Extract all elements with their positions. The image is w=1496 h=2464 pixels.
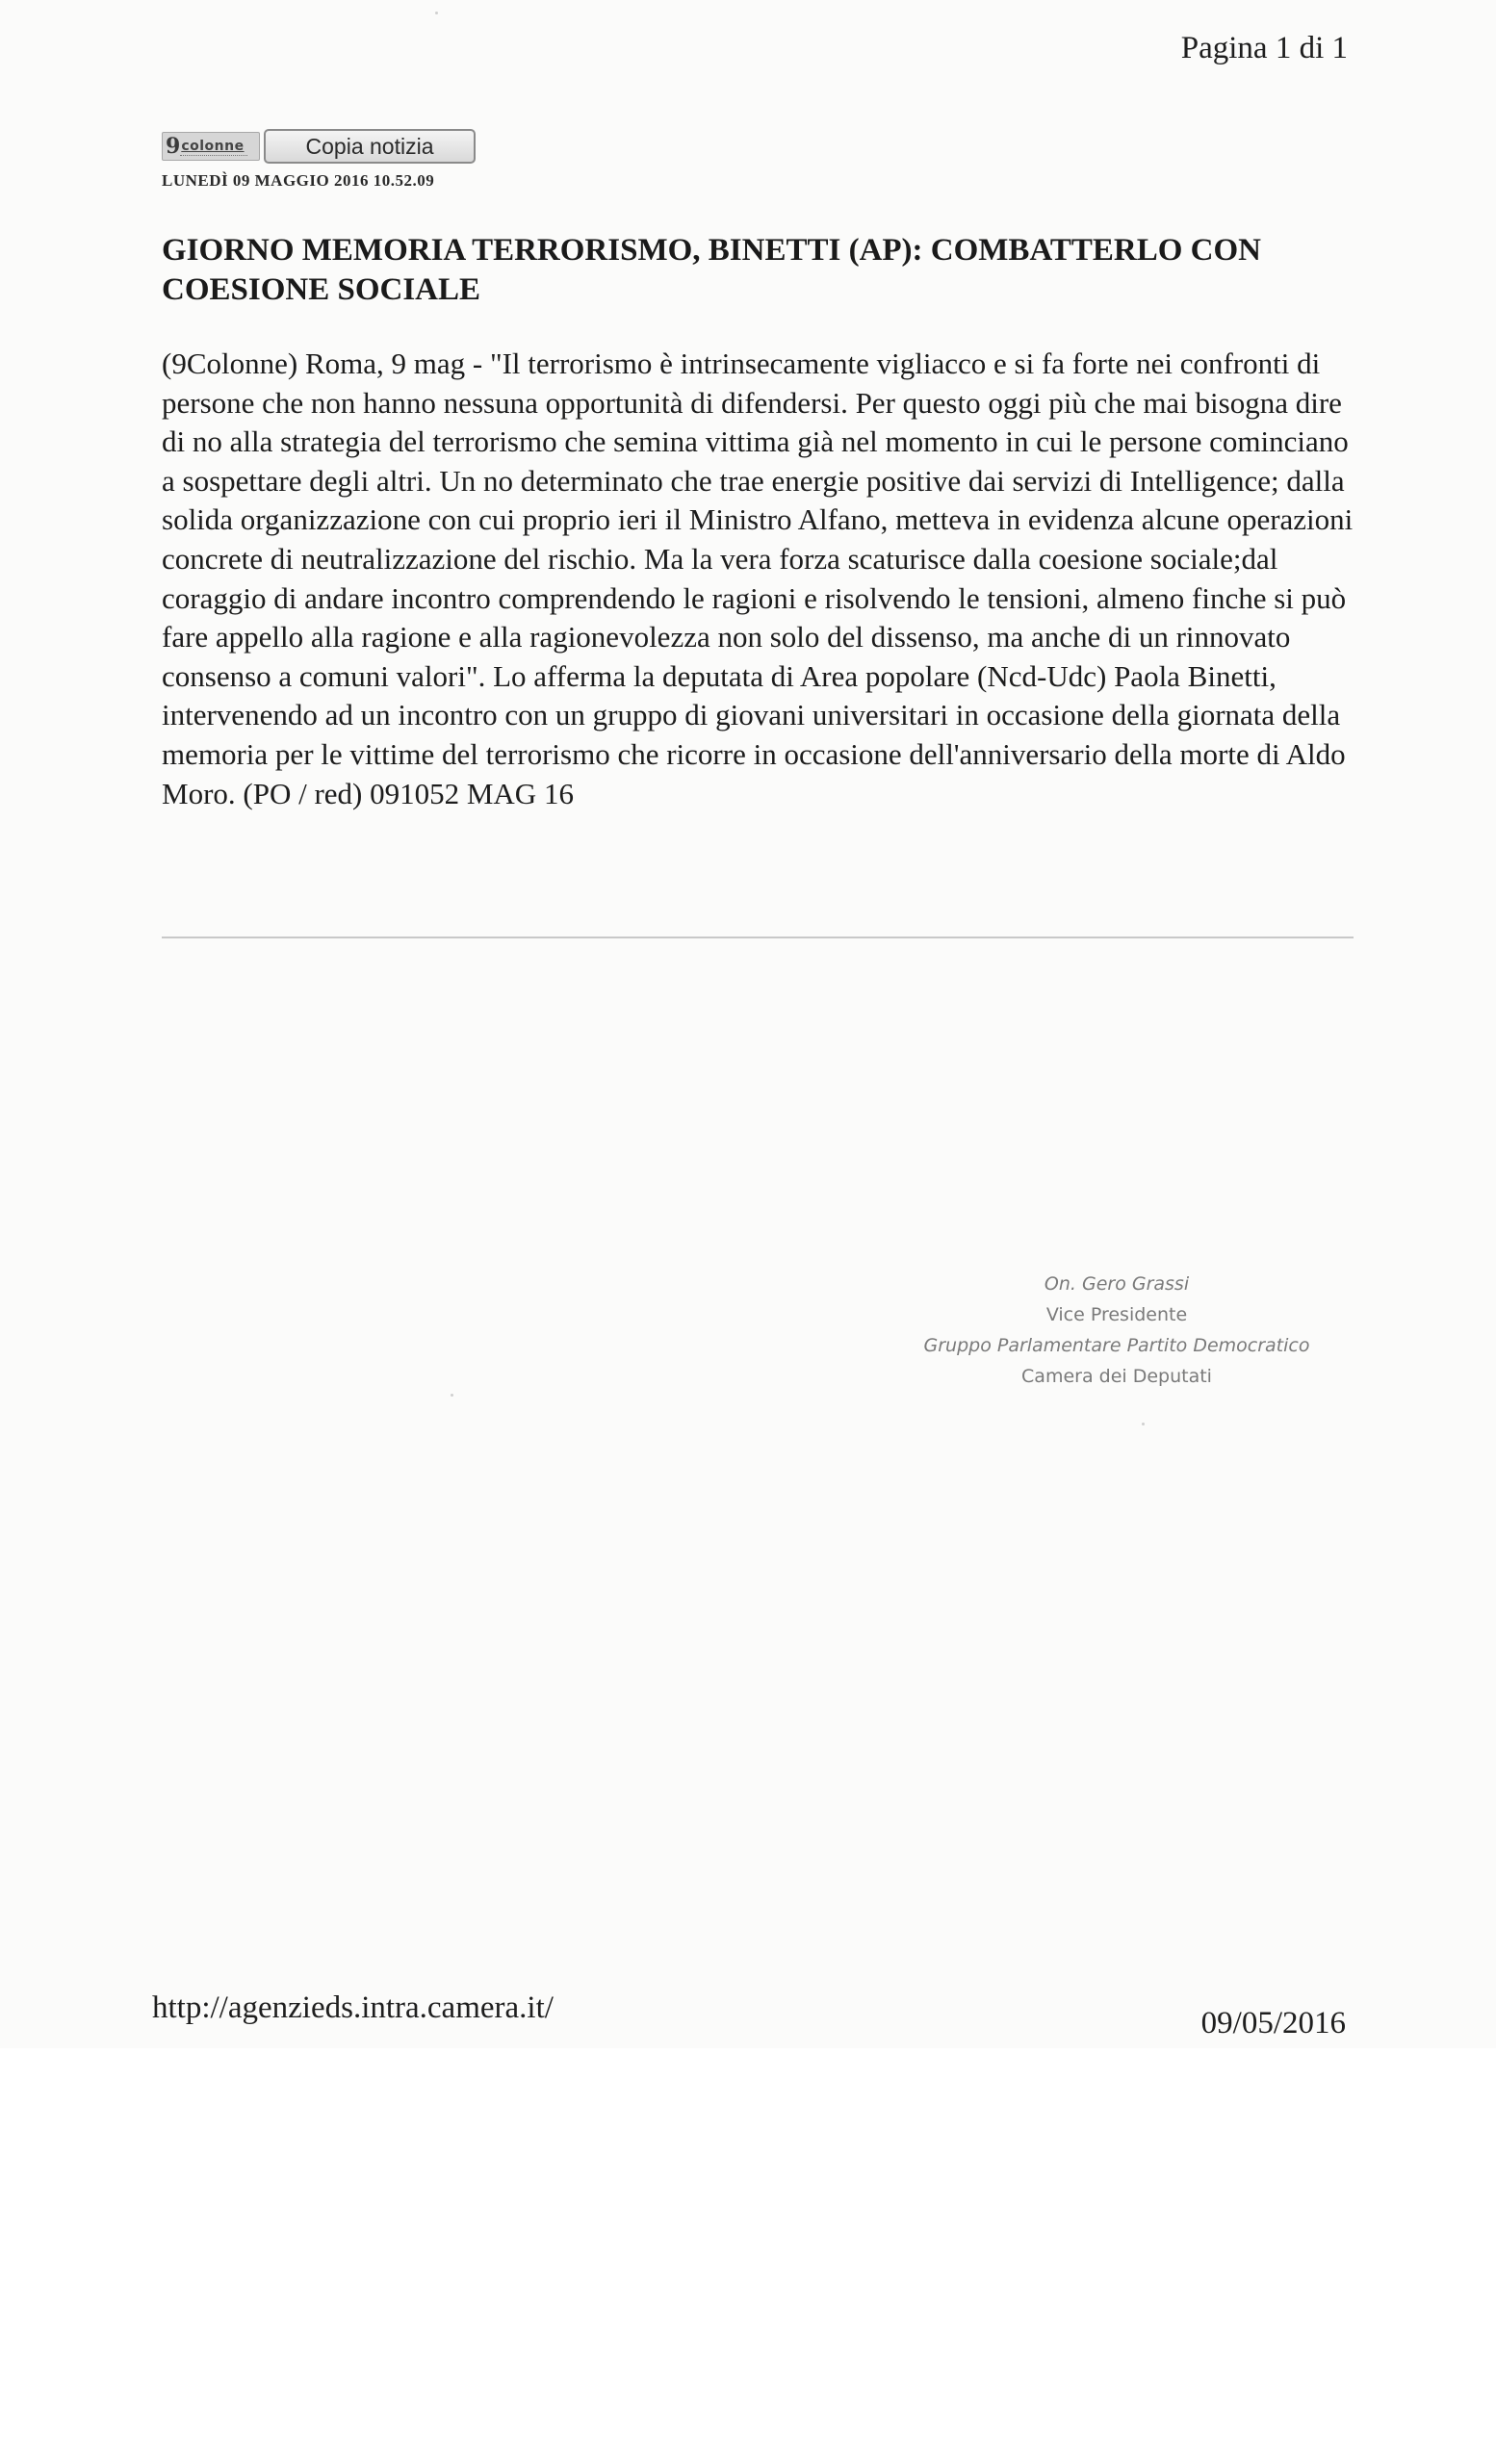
news-dateline: LUNEDÌ 09 MAGGIO 2016 10.52.09: [162, 171, 435, 190]
news-body: (9Colonne) Roma, 9 mag - "Il terrorismo è intrinsecamente vigliacco e si fa forte nei confronti di persone che non hanno nessuna opportunità di difendersi. Per questo oggi più che mai bisogna dire di no alla strategia del terrorismo che semina vittima già nel momento in cui le persone cominciano a sospettare degli altri. Un no determinato che trae energie positive dai servizi di Intelligence; dalla solida organizzazione con cui proprio ieri il Ministro Alfano, metteva in evidenza alcune operazioni concrete di neutralizzazione del rischio. Ma la vera forza scaturisce dalla coesione sociale;dal coraggio di andare incontro comprendendo le ragioni e risolvendo le tensioni, almeno finche si può fare appello alla ragione e alla ragionevolezza non solo del dissenso, ma anche di un rinnovato consenso a comuni valori". Lo afferma la deputata di Area popolare (Ncd-Udc) Paola Binetti, intervenendo ad un incontro con un gruppo di giovani universitari in occasione della giornata della memoria per le vittime del terrorismo che ricorre in occasione dell'anniversario della morte di Aldo Moro. (PO / red) 091052 MAG 16: [162, 346, 1354, 810]
news-headline: GIORNO MEMORIA TERRORISMO, BINETTI (AP): COMBATTERLO CON COESIONE SOCIALE: [162, 233, 1261, 307]
footer-date: 09/05/2016: [1200, 2006, 1346, 2040]
agency-logo: [162, 132, 260, 161]
agency-logo-tagline: [180, 155, 247, 158]
scan-speck: [451, 1394, 453, 1397]
deputy-stamp: [905, 1269, 1328, 1392]
agency-toolbar: [162, 127, 476, 166]
stamp-role: Vice Presidente: [1045, 1304, 1188, 1325]
stamp-group: Gruppo Parlamentare Partito Democratico: [923, 1335, 1310, 1356]
scan-speck: [1142, 1423, 1145, 1425]
stamp-name: On. Gero Grassi: [1044, 1273, 1190, 1295]
separator-line: [162, 937, 1354, 938]
scan-speck: [435, 12, 438, 14]
agency-logo-word: colonne: [181, 139, 245, 154]
footer-url: http://agenzieds.intra.camera.it/: [152, 1990, 554, 2025]
agency-logo-digit: 9: [166, 134, 181, 159]
stamp-chamber: Camera dei Deputati: [1021, 1366, 1212, 1387]
page-number: Pagina 1 di 1: [1180, 31, 1348, 65]
copy-news-button[interactable]: Copia notizia: [264, 129, 476, 164]
